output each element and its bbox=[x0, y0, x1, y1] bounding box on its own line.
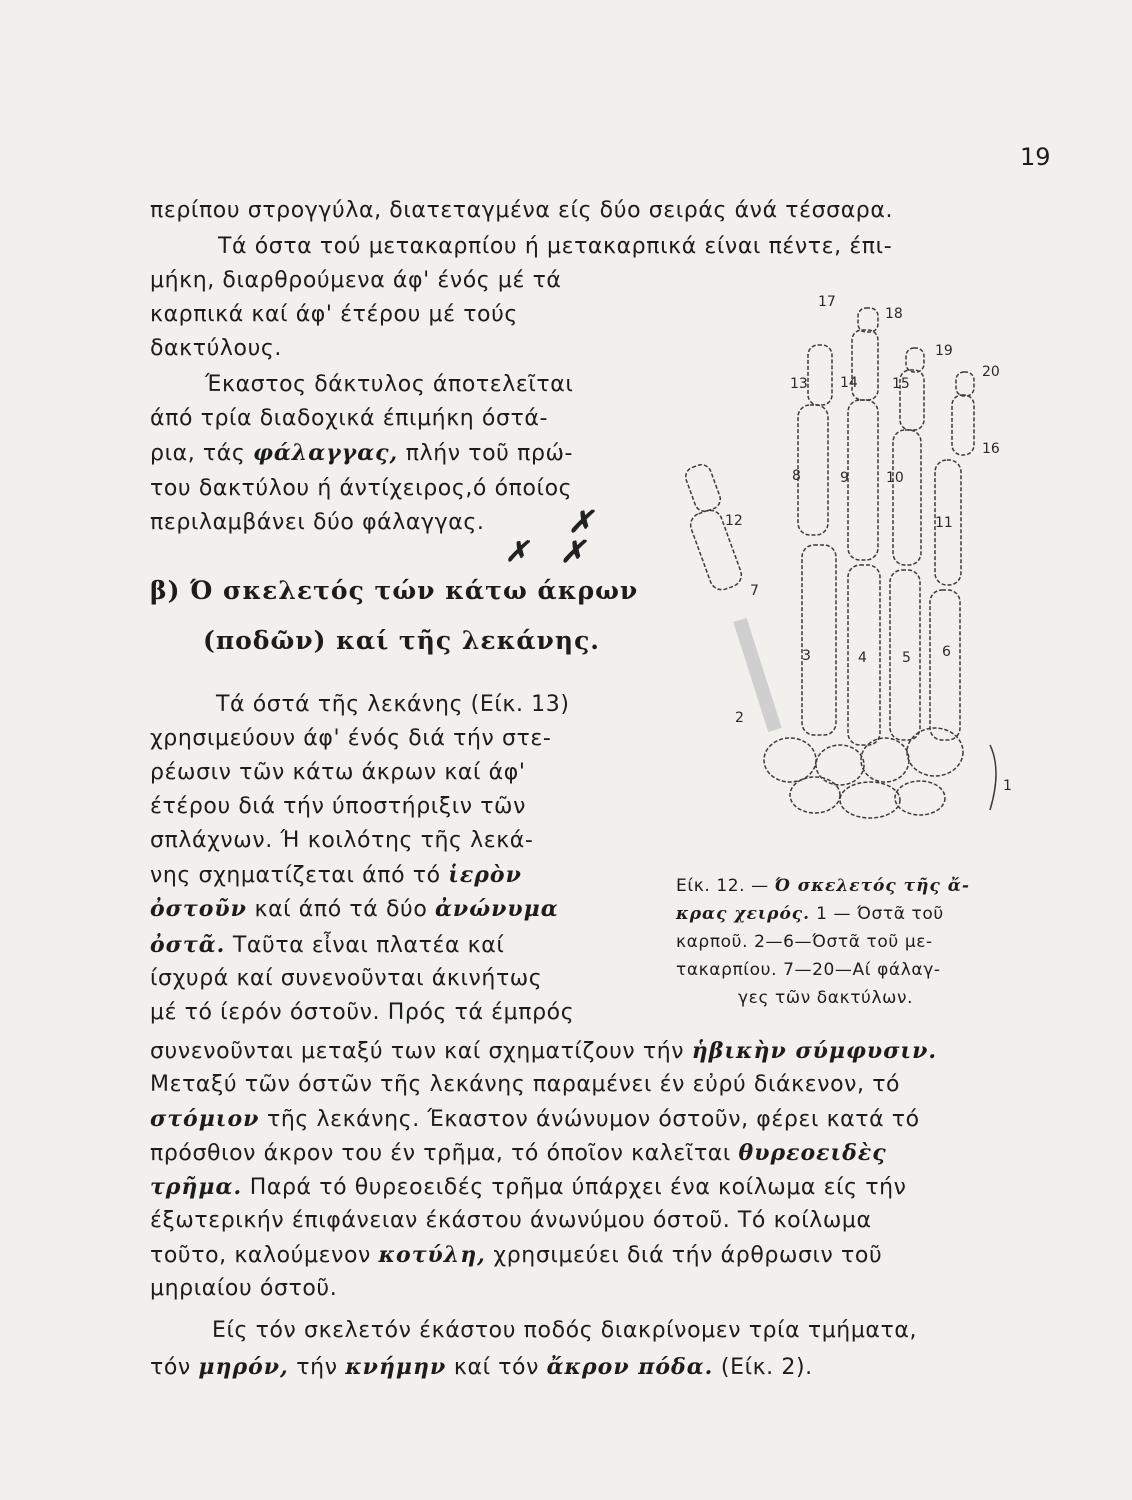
text-span: καί τόν bbox=[446, 1355, 547, 1380]
text-line bbox=[150, 894, 559, 925]
text-span: νης σχηματίζεται άπό τό bbox=[150, 863, 449, 888]
carpal-bone bbox=[764, 738, 816, 782]
thumb-phalanx bbox=[683, 462, 723, 514]
bold-term-tibia: κνήμην bbox=[345, 1354, 447, 1380]
text-line bbox=[150, 930, 504, 961]
bold-term-innominate: ἀνώνυμα bbox=[435, 896, 559, 922]
page-number: 19 bbox=[1020, 143, 1051, 171]
text-line: μήκη, διαρθρούμενα άφ' ένός μέ τά bbox=[150, 268, 562, 293]
figure-label: 19 bbox=[935, 343, 953, 359]
figure-caption-line bbox=[676, 872, 970, 900]
text-line bbox=[150, 1138, 887, 1169]
text-span: τόν bbox=[150, 1355, 199, 1380]
figure-caption-line: καρποῦ. 2—6—Όστᾶ τοῦ με- bbox=[676, 932, 933, 952]
figure-label: 9 bbox=[840, 470, 849, 486]
text-line bbox=[150, 438, 573, 469]
bold-term: ὀστᾶ. bbox=[150, 932, 226, 958]
figure-label: 8 bbox=[792, 468, 801, 484]
text-line: περιλαμβάνει δύο φάλαγγας. bbox=[150, 510, 485, 535]
bold-term-sacrum: ἱερὸν bbox=[448, 862, 522, 888]
text-line: Τά όστα τού μετακαρπίου ή μετακαρπικά είναι πέντε, έπι- bbox=[218, 234, 893, 259]
text-line: του δακτύλου ή άντίχειρος,ό όποίος bbox=[150, 476, 573, 501]
bold-term-stomion: στόμιον bbox=[150, 1106, 260, 1132]
text-line bbox=[150, 1352, 813, 1383]
figure-label: 20 bbox=[982, 364, 1000, 380]
text-span: καί άπό τά δύο bbox=[246, 897, 435, 922]
ink-blot: ✗ bbox=[560, 535, 586, 570]
text-span: τοῦτο, καλούμενον bbox=[150, 1243, 379, 1268]
text-line: μηριαίου όστοῦ. bbox=[150, 1276, 338, 1301]
caption-bold: Ό σκελετός τῆς ἄ- bbox=[774, 876, 970, 896]
figure-label: 18 bbox=[885, 306, 903, 322]
text-span: Ταῦτα εἶναι πλατέα καί bbox=[225, 933, 505, 958]
text-span: (Είκ. 2). bbox=[713, 1355, 813, 1380]
metacarpal-5 bbox=[930, 590, 960, 740]
figure-label: 1 bbox=[1003, 778, 1012, 794]
bold-term: τρῆμα. bbox=[150, 1174, 243, 1200]
finger-phalanx bbox=[798, 405, 828, 535]
text-line bbox=[150, 860, 522, 891]
carpal-bone bbox=[816, 745, 864, 785]
bold-term-femur: μηρόν, bbox=[198, 1354, 289, 1380]
finger-phalanx bbox=[893, 430, 921, 565]
finger-phalanx bbox=[906, 348, 924, 372]
caption-bold: κρας χειρός. bbox=[676, 904, 811, 924]
hand-skeleton-figure bbox=[680, 290, 1030, 850]
section-heading-line1: β) Ό σκελετός τών κάτω άκρων bbox=[150, 576, 639, 605]
bold-term-phalanges: φάλαγγας, bbox=[252, 440, 399, 466]
text-line bbox=[150, 1172, 907, 1203]
figure-label: 16 bbox=[982, 441, 1000, 457]
figure-label: 10 bbox=[886, 470, 904, 486]
figure-label: 15 bbox=[892, 376, 910, 392]
text-span: πλήν τοῦ πρώ- bbox=[398, 441, 574, 466]
text-line: Είς τόν σκελετόν έκάστου ποδός διακρίνομεν τρία τμήματα, bbox=[212, 1318, 918, 1343]
bold-term-acetabulum: κοτύλη, bbox=[378, 1242, 486, 1268]
figure-label: 4 bbox=[858, 650, 867, 666]
text-span: πρόσθιον άκρον του έν τρῆμα, τό όποῖον καλεῖται bbox=[150, 1141, 739, 1166]
metacarpal-2 bbox=[802, 545, 836, 735]
bracket bbox=[990, 745, 996, 810]
finger-phalanx bbox=[848, 400, 878, 560]
ink-blot: ✗ bbox=[568, 505, 594, 540]
text-line: σπλάχνων. Ή κοιλότης τῆς λεκά- bbox=[150, 828, 534, 853]
carpal-bone bbox=[840, 782, 900, 818]
text-span: χρησιμεύει διά τήν άρθρωσιν τοῦ bbox=[485, 1243, 883, 1268]
finger-phalanx bbox=[808, 345, 832, 405]
text-line: καρπικά καί άφ' έτέρου μέ τούς bbox=[150, 302, 518, 327]
carpal-bone bbox=[790, 777, 840, 813]
text-line: ρέωσιν τῶν κάτω άκρων καί άφ' bbox=[150, 760, 526, 785]
finger-phalanx bbox=[956, 372, 974, 396]
text-line bbox=[150, 1104, 920, 1135]
figure-caption-line: γες τῶν δακτύλων. bbox=[738, 988, 914, 1008]
carpal-bone bbox=[907, 728, 963, 776]
figure-label: 12 bbox=[725, 513, 743, 529]
text-line: Μεταξύ τῶν όστῶν τῆς λεκάνης παραμένει έν εὐρύ διάκενον, τό bbox=[150, 1072, 901, 1097]
caption-span: 1 — Όστᾶ τοῦ bbox=[810, 904, 944, 924]
figure-label: 17 bbox=[818, 294, 836, 310]
ink-blot: ✗ bbox=[505, 535, 529, 568]
figure-label: 3 bbox=[802, 648, 811, 664]
text-line: μέ τό ίερόν όστοῦν. Πρός τά έμπρός bbox=[150, 1000, 575, 1025]
bold-term-thyroid: θυρεοειδὲς bbox=[738, 1140, 887, 1166]
text-line bbox=[150, 1036, 937, 1067]
text-span: ρια, τάς bbox=[150, 441, 253, 466]
text-line: περίπου στρογγύλα, διατεταγμένα είς δύο σειράς άνά τέσσαρα. bbox=[150, 198, 894, 223]
figure-label: 7 bbox=[750, 583, 759, 599]
section-heading-line2: (ποδῶν) καί τῆς λεκάνης. bbox=[203, 626, 601, 655]
text-span: τήν bbox=[288, 1355, 346, 1380]
text-span: συνενοῦνται μεταξύ των καί σχηματίζουν τήν bbox=[150, 1039, 692, 1064]
text-line: έτέρου διά τήν ύποστήριξιν τῶν bbox=[150, 794, 526, 819]
figure-caption-line bbox=[676, 900, 944, 928]
figure-label: 6 bbox=[942, 644, 951, 660]
text-line bbox=[150, 1240, 882, 1271]
finger-phalanx bbox=[952, 395, 974, 455]
text-line: χρησιμεύουν άφ' ένός διά τήν στε- bbox=[150, 726, 552, 751]
text-line: δακτύλους. bbox=[150, 336, 283, 361]
text-line: ίσχυρά καί συνενοῦνται άκινήτως bbox=[150, 966, 543, 991]
bold-term-symphysis: ἡβικὴν σύμφυσιν. bbox=[691, 1038, 937, 1064]
metacarpal-1 bbox=[740, 620, 775, 730]
text-line: έξωτερικήν έπιφάνειαν έκάστου άνωνύμου όστοῦ. Τό κοίλωμα bbox=[150, 1208, 872, 1233]
figure-label: 11 bbox=[935, 515, 953, 531]
text-line: άπό τρία διαδοχικά έπιμήκη όστά- bbox=[150, 406, 549, 431]
finger-phalanx bbox=[858, 308, 878, 332]
text-span: τῆς λεκάνης. Έκαστον άνώνυμον όστοῦν, φέρει κατά τό bbox=[259, 1107, 920, 1132]
bold-term-foot: ἄκρον πόδα. bbox=[546, 1354, 714, 1380]
text-span: Παρά τό θυρεοειδές τρῆμα ύπάρχει ένα κοίλωμα είς τήν bbox=[242, 1175, 907, 1200]
carpal-bone bbox=[895, 781, 945, 815]
figure-label: 5 bbox=[902, 650, 911, 666]
bold-term: ὀστοῦν bbox=[150, 896, 247, 922]
figure-label: 13 bbox=[790, 376, 808, 392]
figure-label: 14 bbox=[840, 375, 858, 391]
text-line: Τά όστά τῆς λεκάνης (Είκ. 13) bbox=[216, 692, 570, 717]
figure-label: 2 bbox=[735, 710, 744, 726]
text-line: Έκαστος δάκτυλος άποτελεῖται bbox=[205, 372, 574, 397]
caption-span: Είκ. 12. — bbox=[676, 876, 775, 896]
figure-caption-line: τακαρπίου. 7—20—Αί φάλαγ- bbox=[676, 960, 941, 980]
